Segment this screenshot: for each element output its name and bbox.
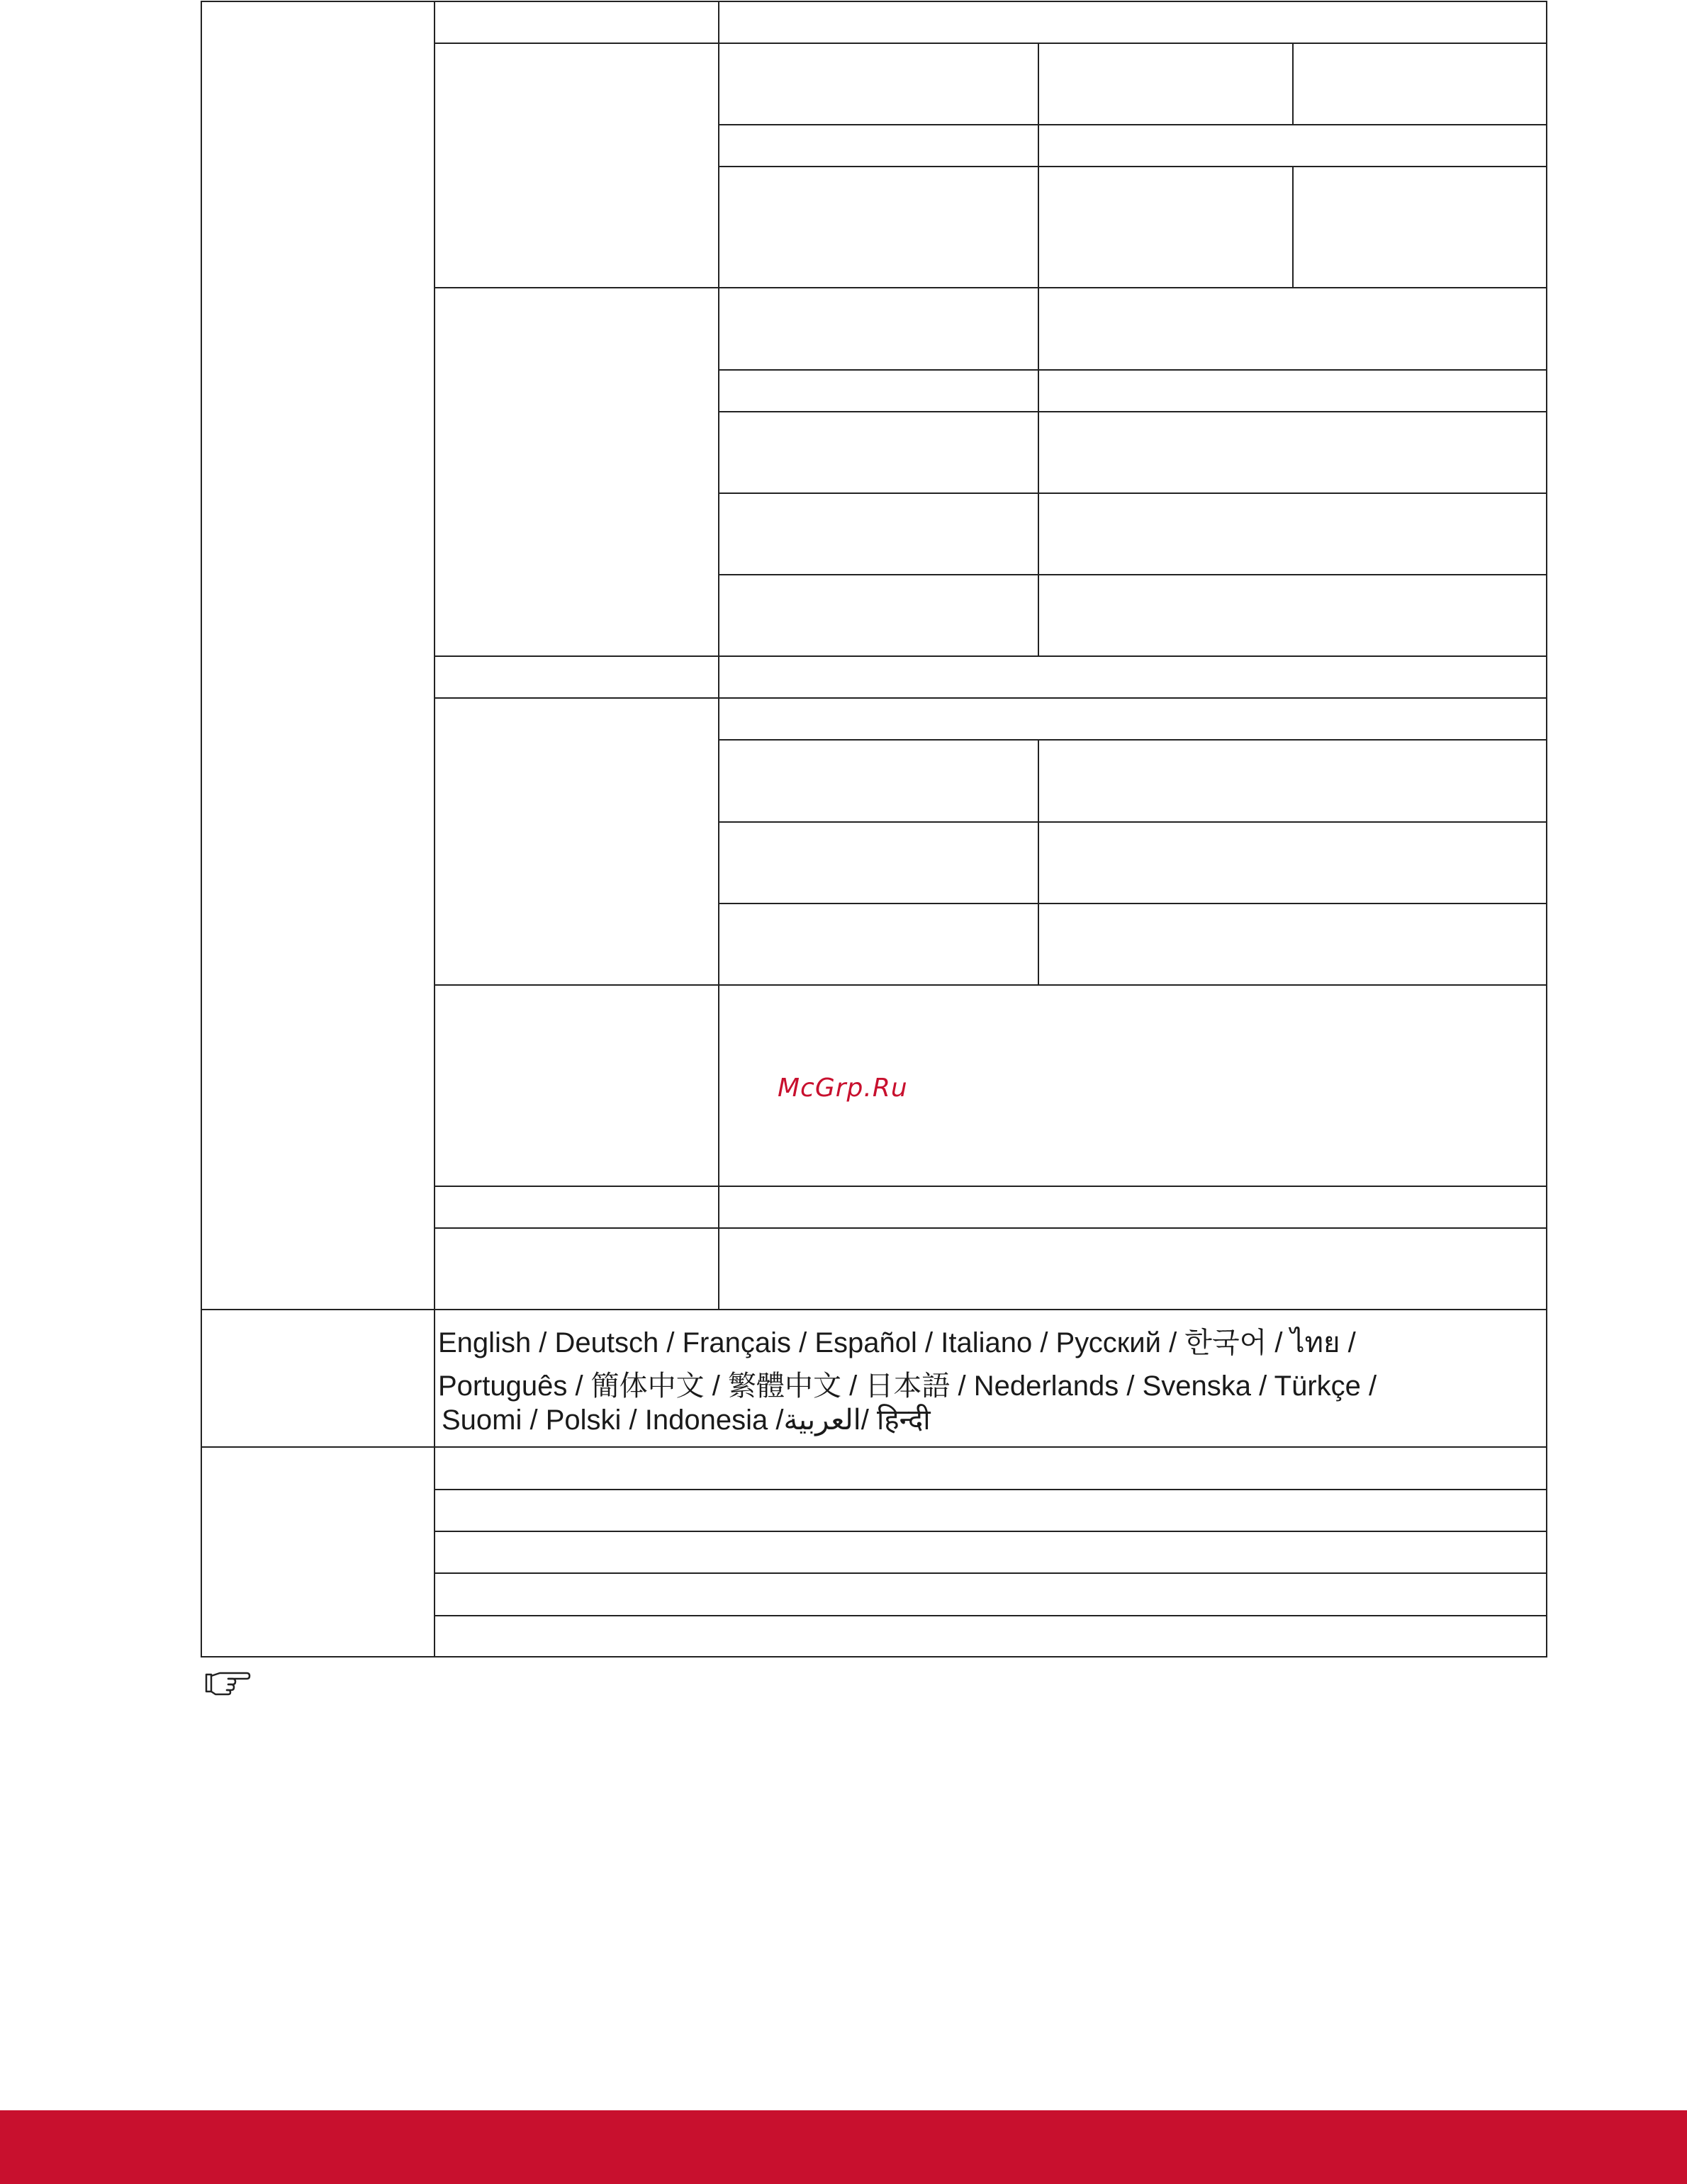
language-list-line-2: Português / 簡体中文 / 繁體中文 / 日本語 / Nederlands / Svenska / Türkçe / [438,1370,1377,1402]
footer-band [0,2110,1687,2184]
language-list-line-1: English / Deutsch / Français / Español / Italiano / Русский / 한국어 / ไทย / [438,1327,1356,1358]
pointing-hand-icon [204,1670,251,1696]
watermark-text: McGrp.Ru [778,1074,908,1103]
language-list-line-3: Suomi / Polski / Indonesia /العربية/ हिन्दी [442,1405,931,1436]
